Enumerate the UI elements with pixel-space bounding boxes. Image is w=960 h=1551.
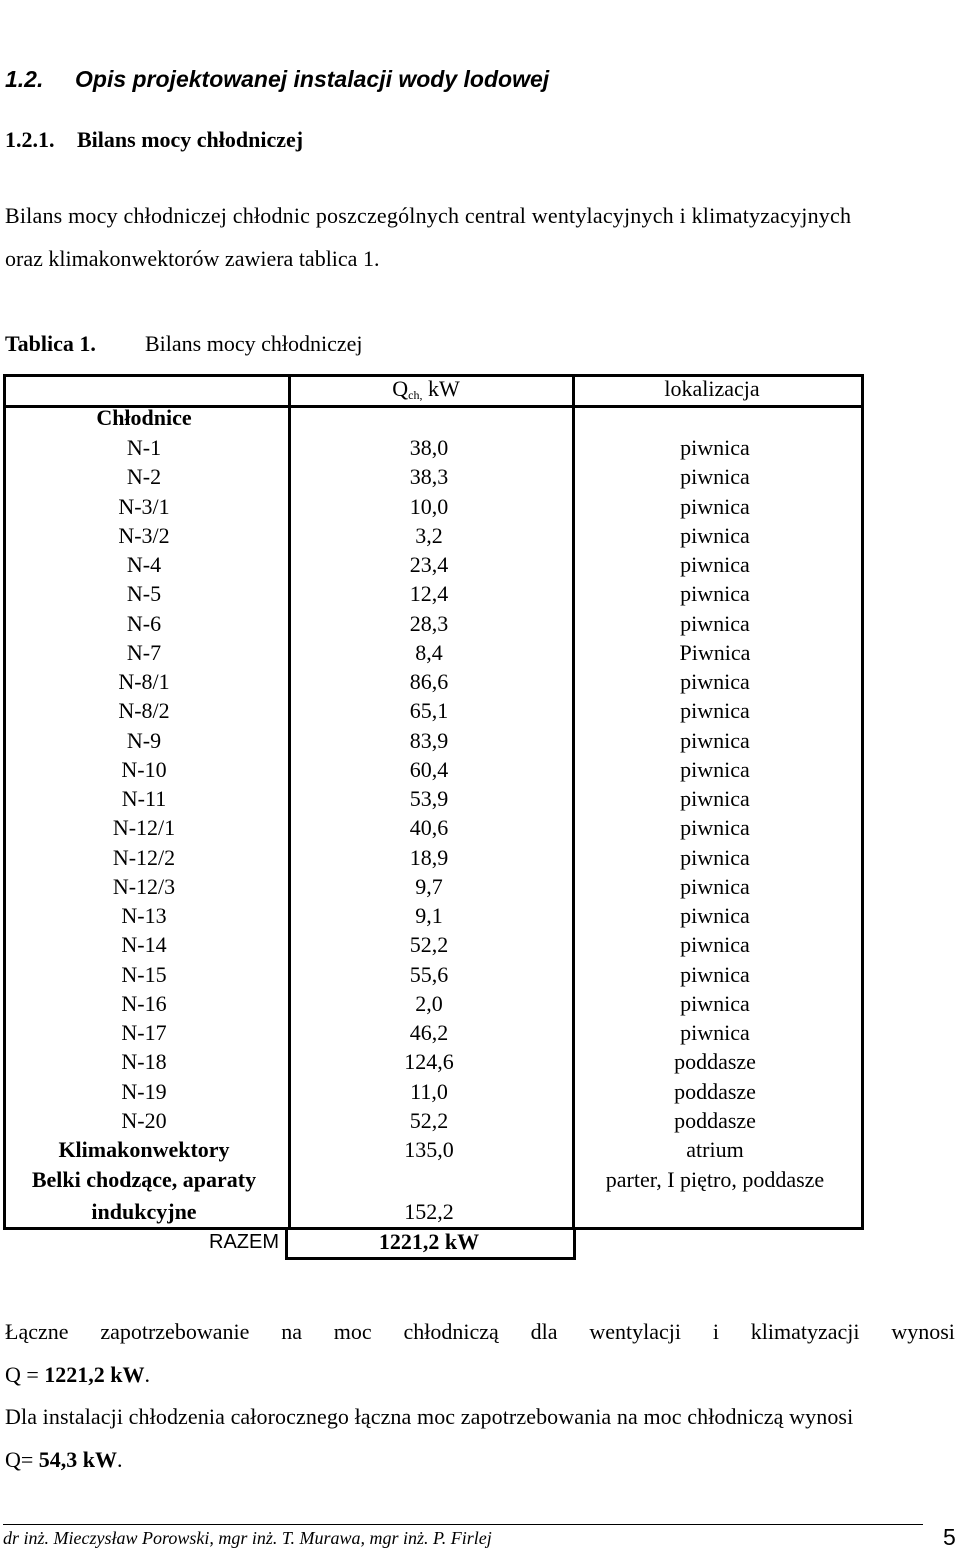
row-q: 55,6 xyxy=(409,961,449,987)
row-name: N-6 xyxy=(126,610,162,636)
table-row xyxy=(0,1049,960,1078)
table-row-klimakonwektory xyxy=(0,1137,960,1166)
row-name: N-13 xyxy=(121,903,167,928)
table-row xyxy=(0,903,960,932)
row-location: piwnica xyxy=(680,727,750,753)
footer-rule xyxy=(3,1524,923,1525)
summary-word: wynosi xyxy=(891,1319,955,1344)
row-name: N-12/3 xyxy=(112,873,176,899)
table-row xyxy=(0,815,960,844)
summary-line-4: Q= 54,3 kW. xyxy=(5,1447,123,1472)
summary-word: chłodniczą xyxy=(403,1319,499,1344)
row-name: N-10 xyxy=(121,756,167,782)
row-location: atrium xyxy=(686,1137,744,1162)
subsection-heading xyxy=(5,127,303,153)
table-row xyxy=(0,962,960,991)
row-name: N-17 xyxy=(121,1020,167,1045)
table-row xyxy=(0,845,960,874)
row-name: N-16 xyxy=(121,990,167,1016)
table-row xyxy=(0,991,960,1020)
table-caption-title: Bilans mocy chłodniczej xyxy=(145,331,363,356)
row-name: N-8/1 xyxy=(118,669,170,694)
row-q: 135,0 xyxy=(404,1137,454,1162)
row-location: piwnica xyxy=(680,815,750,841)
row-name: N-3/2 xyxy=(118,522,170,548)
summary-line-3: Dla instalacji chłodzenia całorocznego łączna moc zapotrzebowania na moc chłodniczą wynosi xyxy=(5,1404,854,1429)
subsection-number: 1.2.1. xyxy=(5,127,55,152)
row-name: N-14 xyxy=(121,932,167,958)
row-name: Belki chodzące, aparaty xyxy=(31,1167,257,1192)
table-caption-label: Tablica 1. xyxy=(5,331,96,356)
row-q: 2,0 xyxy=(415,990,443,1016)
table-row xyxy=(0,757,960,786)
row-location: piwnica xyxy=(680,552,750,577)
row-location: piwnica xyxy=(680,786,750,811)
row-location: piwnica xyxy=(680,522,750,548)
row-name: N-3/1 xyxy=(118,493,170,519)
row-location: piwnica xyxy=(680,961,750,987)
section-number: 1.2. xyxy=(5,66,44,92)
table-row xyxy=(0,523,960,552)
summary-word: moc xyxy=(333,1319,372,1344)
row-location: parter, I piętro, poddasze xyxy=(605,1167,825,1192)
table-row xyxy=(0,464,960,493)
table-row xyxy=(0,932,960,961)
row-name: N-12/1 xyxy=(112,815,176,841)
row-location: piwnica xyxy=(680,610,750,636)
table-row xyxy=(0,494,960,523)
group-label: Chłodnice xyxy=(96,405,192,430)
row-name: N-9 xyxy=(126,727,162,753)
row-location: piwnica xyxy=(680,1020,750,1045)
row-location: Piwnica xyxy=(679,639,751,665)
table-row xyxy=(0,1108,960,1137)
row-q: 12,4 xyxy=(409,581,449,607)
footer-authors: dr inż. Mieczysław Porowski, mgr inż. T. Murawa, mgr inż. P. Firlej xyxy=(3,1528,492,1548)
row-q: 8,4 xyxy=(415,639,443,665)
row-location: piwnica xyxy=(680,464,750,490)
row-location: piwnica xyxy=(680,698,750,724)
table-row xyxy=(0,728,960,757)
row-q: 9,7 xyxy=(415,873,443,899)
header-q: $Q_{ch,}$ kW xyxy=(392,376,460,402)
table-row xyxy=(0,786,960,815)
row-location: piwnica xyxy=(680,756,750,782)
row-location: piwnica xyxy=(680,581,750,607)
table-row xyxy=(0,640,960,669)
row-q: 3,2 xyxy=(415,522,443,548)
summary-word: i xyxy=(712,1319,719,1344)
row-name: N-12/2 xyxy=(112,844,176,870)
row-q: 23,4 xyxy=(409,552,449,577)
summary-word: na xyxy=(281,1319,302,1344)
table-row xyxy=(0,1079,960,1108)
row-q: 53,9 xyxy=(409,786,449,811)
row-name: N-19 xyxy=(121,1078,167,1104)
row-name: N-7 xyxy=(126,639,162,665)
row-name: N-20 xyxy=(121,1107,167,1133)
total-value: 1221,2 kW xyxy=(378,1229,480,1254)
group-row xyxy=(0,405,960,434)
table-row xyxy=(0,552,960,581)
row-q: 124,6 xyxy=(404,1049,454,1075)
row-location: poddasze xyxy=(674,1107,756,1133)
table-row xyxy=(0,1020,960,1049)
table-row xyxy=(0,611,960,640)
row-q: 11,0 xyxy=(410,1078,448,1104)
summary-word: Łączne xyxy=(5,1319,69,1344)
row-q: 38,0 xyxy=(409,435,449,460)
row-q: 52,2 xyxy=(409,932,449,958)
row-q: 9,1 xyxy=(415,903,443,928)
header-location: lokalizacja xyxy=(664,376,760,401)
row-q: 40,6 xyxy=(409,815,449,841)
row-location: piwnica xyxy=(680,873,750,899)
intro-line-1: Bilans mocy chłodniczej chłodnic poszczególnych central wentylacyjnych i klimatyzacyjnych xyxy=(5,203,852,228)
page-number: 5 xyxy=(943,1524,956,1550)
row-location: piwnica xyxy=(680,903,750,928)
total-demand-value: 1221,2 kW xyxy=(44,1362,145,1387)
row-name: Klimakonwektory xyxy=(58,1137,230,1162)
row-location: piwnica xyxy=(680,932,750,958)
row-location: piwnica xyxy=(680,435,750,460)
table-row xyxy=(0,669,960,698)
row-name-cont: indukcyjne xyxy=(91,1199,197,1224)
table-row xyxy=(0,698,960,727)
row-q: 65,1 xyxy=(409,698,449,724)
row-q: 60,4 xyxy=(409,756,449,782)
row-q: 28,3 xyxy=(409,610,449,636)
summary-line-2: Q = 1221,2 kW. xyxy=(5,1362,151,1387)
row-q: 52,2 xyxy=(409,1107,449,1133)
row-location: piwnica xyxy=(680,990,750,1016)
row-name: N-4 xyxy=(126,552,162,577)
table-caption xyxy=(5,331,363,357)
row-q: 86,6 xyxy=(409,669,449,694)
row-name: N-8/2 xyxy=(118,698,170,724)
subsection-title: Bilans mocy chłodniczej xyxy=(77,127,304,152)
row-location: poddasze xyxy=(674,1049,756,1075)
row-location: piwnica xyxy=(680,493,750,519)
row-location: piwnica xyxy=(680,844,750,870)
row-q: 152,2 xyxy=(404,1199,454,1224)
row-q: 38,3 xyxy=(409,464,449,490)
row-q: 83,9 xyxy=(409,727,449,753)
table-row xyxy=(0,435,960,464)
intro-line-2: oraz klimakonwektorów zawiera tablica 1. xyxy=(5,246,380,271)
table-row xyxy=(0,874,960,903)
row-name: N-2 xyxy=(126,464,162,490)
section-heading xyxy=(5,66,549,93)
row-location: poddasze xyxy=(674,1078,756,1104)
table-row-belki-1 xyxy=(0,1167,960,1196)
summary-word: wentylacji xyxy=(589,1319,681,1344)
row-location: piwnica xyxy=(680,669,750,694)
summary-word: klimatyzacji xyxy=(750,1319,860,1344)
summary-word: dla xyxy=(530,1319,558,1344)
table-row-belki-2 xyxy=(0,1199,960,1228)
row-name: N-18 xyxy=(121,1049,167,1075)
yearround-demand-value: 54,3 kW xyxy=(38,1447,118,1472)
row-name: N-11 xyxy=(121,786,167,811)
section-title: Opis projektowanej instalacji wody lodowej xyxy=(75,66,550,92)
row-name: N-15 xyxy=(121,961,167,987)
table-row xyxy=(0,581,960,610)
row-q: 46,2 xyxy=(409,1020,449,1045)
row-name: N-1 xyxy=(126,435,162,460)
row-name: N-5 xyxy=(126,581,162,607)
row-q: 18,9 xyxy=(409,844,449,870)
summary-word: zapotrzebowanie xyxy=(100,1319,250,1344)
summary-line-1 xyxy=(5,1319,955,1345)
total-label: RAZEM xyxy=(209,1231,279,1253)
row-q: 10,0 xyxy=(409,493,449,519)
